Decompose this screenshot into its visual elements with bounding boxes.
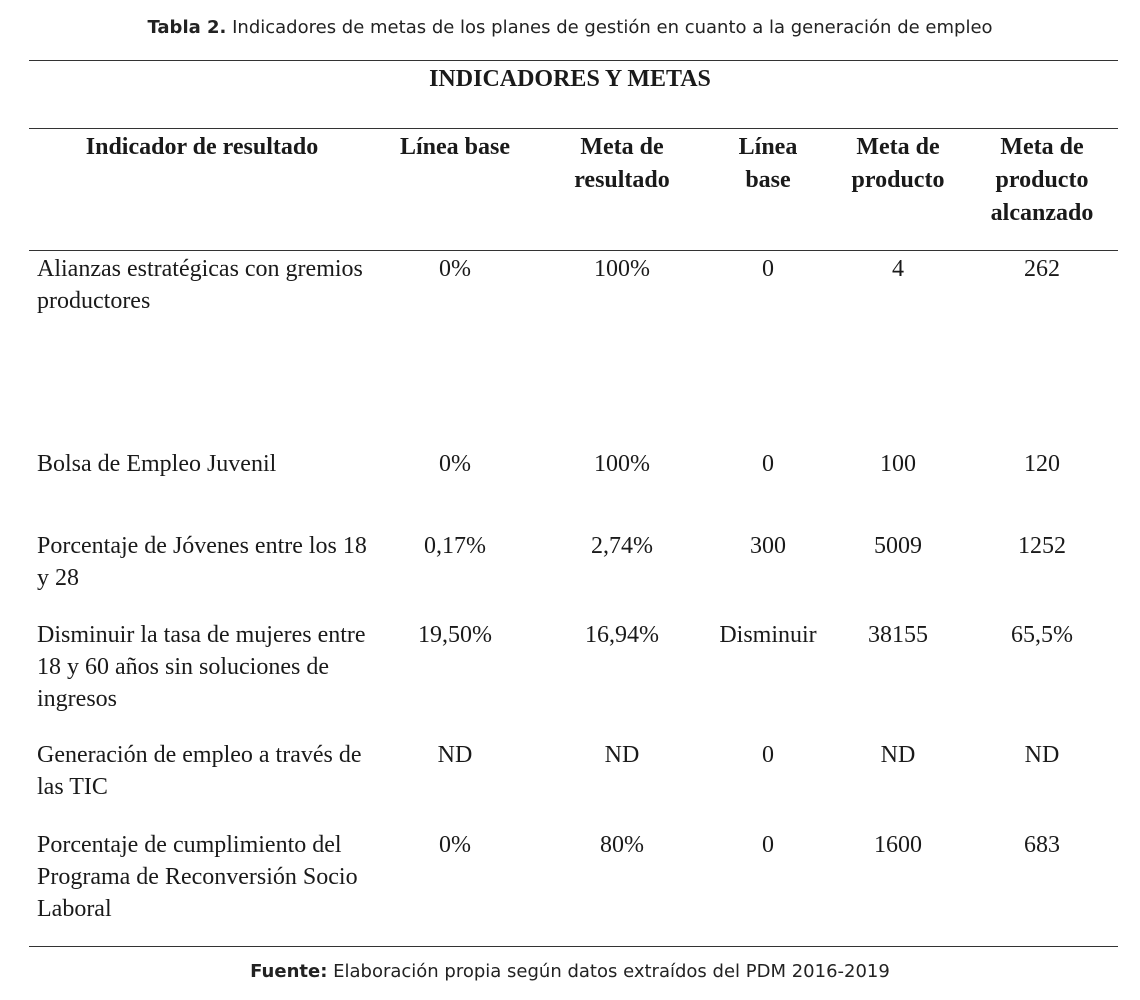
column-header-linea-base: Línea base <box>399 134 510 160</box>
table-title-rule <box>29 128 1118 129</box>
caption-label: Tabla 2. <box>147 17 227 38</box>
table-bottom-rule <box>29 946 1118 947</box>
caption-text: Indicadores de metas de los planes de gestión en cuanto a la generación de empleo <box>226 17 993 38</box>
table-row-6-meta-producto-alcanzado: 683 <box>1024 832 1060 858</box>
table-row-2-meta-producto-alcanzado: 120 <box>1024 451 1060 477</box>
table-row-1-indicator: Alianzas estratégicas con gremios productores <box>37 256 363 314</box>
table-row-1-linea-base: 0% <box>439 256 471 282</box>
table-row-4-linea-base: 19,50% <box>418 622 492 648</box>
table-row-3-meta-resultado: 2,74% <box>591 533 653 559</box>
table-row-6-linea-base-2: 0 <box>762 832 774 858</box>
table-row-3-linea-base: 0,17% <box>424 533 486 559</box>
table-row-6-linea-base: 0% <box>439 832 471 858</box>
table-row-2-linea-base: 0% <box>439 451 471 477</box>
table-row-2-indicator: Bolsa de Empleo Juvenil <box>37 451 277 477</box>
table-row-2-meta-producto: 100 <box>880 451 916 477</box>
column-header-meta-resultado: Meta de resultado <box>574 134 670 193</box>
table-top-rule <box>29 60 1118 61</box>
table-row-3-meta-producto-alcanzado: 1252 <box>1018 533 1066 559</box>
table-row-1-linea-base-2: 0 <box>762 256 774 282</box>
table-row-4-meta-producto: 38155 <box>868 622 928 648</box>
table-caption <box>0 15 1140 41</box>
table-row-5-linea-base: ND <box>437 742 473 768</box>
source-label: Fuente: <box>250 961 328 982</box>
table-source <box>0 959 1140 985</box>
column-header-meta-producto-alcanzado: Meta de producto alcanzado <box>990 134 1094 226</box>
table-row-5-indicator: Generación de empleo a través de las TIC <box>37 742 362 800</box>
table-row-3-linea-base-2: 300 <box>750 533 786 559</box>
column-header-linea-base-2: Línea base <box>738 134 798 193</box>
table-row-5-meta-producto-alcanzado: ND <box>1024 742 1060 768</box>
table-row-4-linea-base-2: Disminuir <box>719 622 817 648</box>
table-row-5-meta-resultado: ND <box>604 742 640 768</box>
table-title: INDICADORES Y METAS <box>429 66 711 92</box>
table-row-6-meta-producto: 1600 <box>874 832 922 858</box>
column-header-meta-producto: Meta de producto <box>851 134 945 193</box>
table-row-2-meta-resultado: 100% <box>594 451 650 477</box>
table-row-4-indicator: Disminuir la tasa de mujeres entre 18 y 60 años sin soluciones de ingresos <box>37 622 366 712</box>
table-row-2-linea-base-2: 0 <box>762 451 774 477</box>
table-row-3-indicator: Porcentaje de Jóvenes entre los 18 y 28 <box>37 533 367 591</box>
column-header-indicador: Indicador de resultado <box>85 134 319 160</box>
table-row-4-meta-resultado: 16,94% <box>585 622 659 648</box>
table-row-6-indicator: Porcentaje de cumplimiento del Programa de Reconversión Socio Laboral <box>37 832 358 922</box>
table-row-1-meta-resultado: 100% <box>594 256 650 282</box>
table-row-1-meta-producto-alcanzado: 262 <box>1024 256 1060 282</box>
source-text: Elaboración propia según datos extraídos del PDM 2016-2019 <box>327 961 890 982</box>
table-row-5-meta-producto: ND <box>880 742 916 768</box>
table-row-3-meta-producto: 5009 <box>874 533 922 559</box>
table-row-5-linea-base-2: 0 <box>762 742 774 768</box>
table-row-4-meta-producto-alcanzado: 65,5% <box>1011 622 1073 648</box>
table-row-6-meta-resultado: 80% <box>600 832 644 858</box>
table-header-rule <box>29 250 1118 251</box>
table-row-1-meta-producto: 4 <box>892 256 904 282</box>
